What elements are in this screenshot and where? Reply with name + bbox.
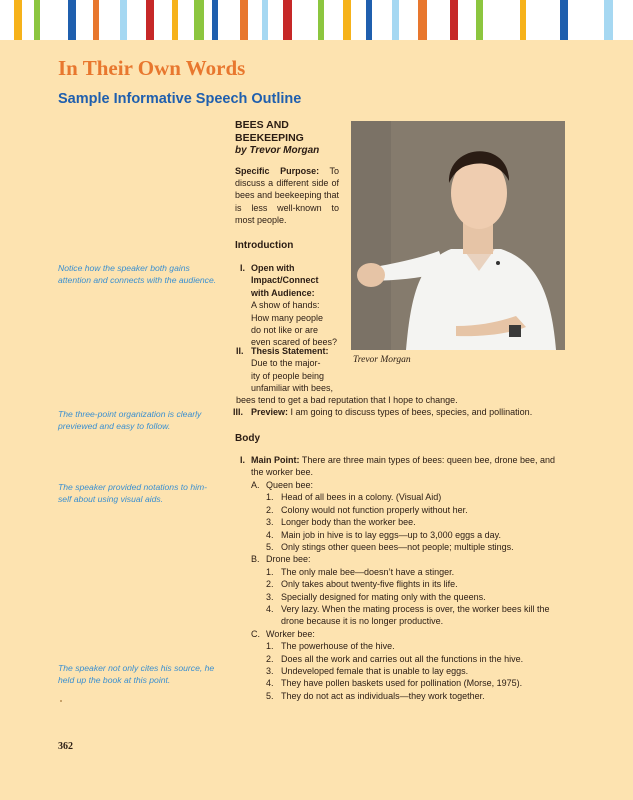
list-item: The powerhouse of the hive.	[281, 641, 395, 652]
outline-subtitle: Sample Informative Speech Outline	[58, 91, 302, 107]
speech-title	[235, 119, 304, 145]
decorative-stripe	[520, 0, 526, 40]
intro-item2-text-l3: unfamiliar with bees,	[251, 383, 334, 394]
list-item: Colony would not function properly without her.	[281, 504, 468, 515]
subpoint-a-label: A.	[251, 480, 260, 490]
main-point-text-l2: the worker bee.	[251, 467, 314, 478]
decorative-stripe	[560, 0, 568, 40]
subpoint-a-text: Queen bee:	[266, 480, 314, 490]
subpoint-c-items	[281, 640, 523, 702]
intro-item3-text: I am going to discuss types of bees, species, and pollination.	[290, 407, 533, 417]
specific-purpose	[235, 165, 339, 226]
main-point-num: I.	[240, 455, 246, 465]
intro-item2-text-l4: bees tend to get a bad reputation that I hope to change.	[236, 395, 458, 405]
speech-title-line1: BEES AND	[235, 119, 289, 131]
intro-item2	[251, 345, 333, 395]
subpoint-c-text: Worker bee:	[266, 628, 315, 639]
decorative-stripe	[283, 0, 292, 40]
list-item: Longer body than the worker bee.	[281, 517, 416, 528]
intro-item1-label-l3: with Audience:	[251, 287, 315, 298]
decorative-stripe	[450, 0, 458, 40]
list-item: Specially designed for mating only with the queens.	[281, 591, 486, 602]
intro-item2-num: II.	[236, 346, 244, 356]
decorative-stripe	[172, 0, 178, 40]
decorative-stripe	[392, 0, 399, 40]
decorative-stripe	[14, 0, 22, 40]
intro-item3	[251, 406, 532, 418]
decorative-stripe-band	[0, 0, 633, 40]
page-number: 362	[58, 741, 73, 752]
intro-item1-text-l4: even scared of bees?	[251, 337, 338, 348]
subpoint-c-label: C.	[251, 628, 260, 639]
decorative-stripe	[34, 0, 40, 40]
decorative-stripe	[194, 0, 204, 40]
intro-item1-label	[251, 262, 337, 349]
intro-item2-text-l1: Due to the major-	[251, 358, 321, 369]
intro-item1-label-l2: Impact/Connect	[251, 275, 319, 286]
margin-note-visual-aids: The speaker provided notations to him-self about using visual aids.	[58, 482, 208, 504]
purpose-text: To discuss a different side of bees and beekeeping that is less well-known to most people.	[235, 166, 339, 225]
margin-note-preview: The three-point organization is clearly previewed and easy to follow.	[58, 409, 202, 431]
intro-item2-label: Thesis Statement:	[251, 346, 329, 356]
speech-author: by Trevor Morgan	[235, 145, 320, 156]
body-heading: Body	[235, 433, 260, 444]
decorative-stripe	[212, 0, 218, 40]
main-point-text-l1: There are three main types of bees: queen bee, drone bee, and	[301, 455, 556, 465]
decorative-stripe	[120, 0, 127, 40]
intro-item3-num: III.	[233, 407, 244, 417]
list-item: Does all the work and carries out all the functions in the hive.	[281, 653, 524, 664]
list-item: They do not act as individuals—they work together.	[281, 690, 485, 701]
decorative-stripe	[240, 0, 248, 40]
introduction-heading: Introduction	[235, 240, 294, 251]
intro-item3-label: Preview:	[251, 407, 289, 417]
decorative-stripe	[93, 0, 99, 40]
purpose-label: Specific Purpose:	[235, 166, 320, 176]
decorative-stripe	[476, 0, 483, 40]
decorative-stripe	[318, 0, 324, 40]
list-item: They have pollen baskets used for pollination (Morse, 1975).	[281, 678, 523, 689]
list-item: Only takes about twenty-five flights in its life.	[281, 579, 458, 590]
list-item: The only male bee—doesn’t have a stinger.	[281, 566, 455, 577]
decorative-stripe	[418, 0, 427, 40]
intro-item1-text-l1: A show of hands:	[251, 300, 320, 311]
decorative-stripe	[343, 0, 351, 40]
subpoint-b-text: Drone bee:	[266, 554, 311, 565]
intro-item2-text-l2: ity of people being	[251, 370, 325, 381]
list-item: Main job in hive is to lay eggs—up to 3,000 eggs a day.	[281, 529, 501, 540]
list-item: Head of all bees in a colony. (Visual Aid)	[281, 492, 442, 503]
subpoint-c-numbers: 1. 2. 3. 4. 5.	[266, 641, 274, 701]
stray-mark	[60, 700, 62, 702]
speaker-illustration	[351, 121, 565, 350]
list-item: Only stings other queen bees—not people; multiple stings.	[281, 542, 514, 553]
speech-title-line2: BEEKEEPING	[235, 132, 304, 144]
intro-item1-text-l2: How many people	[251, 312, 324, 323]
speaker-photo	[351, 121, 565, 350]
subpoint-b-items	[281, 566, 549, 628]
decorative-stripe	[146, 0, 154, 40]
main-point	[251, 454, 555, 479]
decorative-stripe	[604, 0, 613, 40]
main-point-label: Main Point:	[251, 455, 300, 465]
photo-caption: Trevor Morgan	[353, 355, 411, 365]
decorative-stripe	[262, 0, 268, 40]
subpoint-a-items	[281, 491, 514, 553]
subpoint-b-numbers: 1. 2. 3. 4.	[266, 566, 274, 615]
subpoint-a-numbers: 1. 2. 3. 4. 5.	[266, 492, 274, 553]
subpoint-b-label: B.	[251, 554, 260, 565]
margin-note-source: The speaker not only cites his source, he held up the book at this point.	[58, 663, 215, 685]
margin-note-attention: Notice how the speaker both gains attention and connects with the audience.	[58, 263, 217, 285]
intro-item1-text-l3: do not like or are	[251, 325, 319, 336]
intro-item1-num: I.	[240, 263, 246, 273]
list-item: drone because it is no longer productive.	[281, 616, 444, 627]
chapter-title: In Their Own Words	[58, 56, 246, 80]
list-item: Undeveloped female that is unable to lay eggs.	[281, 666, 469, 676]
intro-item1-label-l1: Open with	[251, 263, 295, 273]
decorative-stripe	[366, 0, 372, 40]
decorative-stripe	[68, 0, 76, 40]
list-item: Very lazy. When the mating process is over, the worker bees kill the	[281, 604, 550, 615]
